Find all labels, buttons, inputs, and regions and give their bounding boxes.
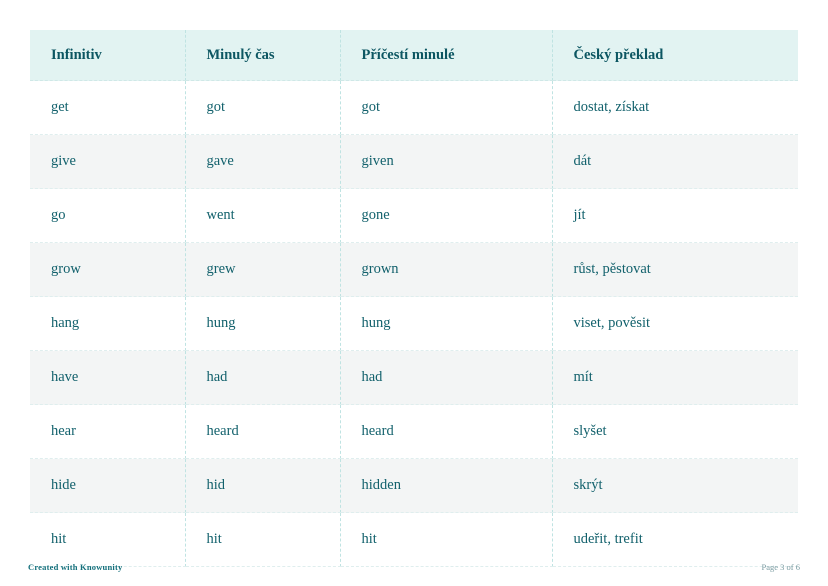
table-row bbox=[30, 297, 798, 351]
table-header-row bbox=[30, 30, 798, 81]
cell-past-simple: heard bbox=[185, 405, 340, 459]
cell-infinitive: give bbox=[30, 135, 185, 189]
cell-infinitive: hang bbox=[30, 297, 185, 351]
cell-past-participle: hung bbox=[340, 297, 552, 351]
column-header-past-participle: Příčestí minulé bbox=[340, 30, 552, 81]
column-header-past-simple: Minulý čas bbox=[185, 30, 340, 81]
cell-infinitive: go bbox=[30, 189, 185, 243]
cell-czech-translation: dostat, získat bbox=[552, 81, 798, 135]
cell-czech-translation: skrýt bbox=[552, 459, 798, 513]
cell-past-simple: had bbox=[185, 351, 340, 405]
table-row bbox=[30, 243, 798, 297]
cell-past-participle: gone bbox=[340, 189, 552, 243]
table-row bbox=[30, 459, 798, 513]
cell-past-simple: grew bbox=[185, 243, 340, 297]
cell-past-simple: got bbox=[185, 81, 340, 135]
cell-infinitive: grow bbox=[30, 243, 185, 297]
cell-past-participle: had bbox=[340, 351, 552, 405]
cell-past-simple: hid bbox=[185, 459, 340, 513]
cell-infinitive: hear bbox=[30, 405, 185, 459]
cell-czech-translation: viset, pověsit bbox=[552, 297, 798, 351]
footer-attribution: Created with Knowunity bbox=[28, 562, 123, 572]
cell-past-simple: gave bbox=[185, 135, 340, 189]
cell-past-simple: went bbox=[185, 189, 340, 243]
cell-past-simple: hung bbox=[185, 297, 340, 351]
cell-infinitive: hide bbox=[30, 459, 185, 513]
table-row bbox=[30, 81, 798, 135]
cell-infinitive: have bbox=[30, 351, 185, 405]
cell-past-participle: hit bbox=[340, 513, 552, 567]
irregular-verbs-table-container bbox=[30, 30, 798, 567]
table-body bbox=[30, 81, 798, 567]
column-header-infinitive: Infinitiv bbox=[30, 30, 185, 81]
cell-past-participle: got bbox=[340, 81, 552, 135]
cell-past-participle: given bbox=[340, 135, 552, 189]
table-row bbox=[30, 405, 798, 459]
cell-czech-translation: růst, pěstovat bbox=[552, 243, 798, 297]
table-row bbox=[30, 351, 798, 405]
table-header bbox=[30, 30, 798, 81]
table-row bbox=[30, 189, 798, 243]
cell-past-participle: grown bbox=[340, 243, 552, 297]
cell-infinitive: hit bbox=[30, 513, 185, 567]
cell-infinitive: get bbox=[30, 81, 185, 135]
cell-czech-translation: slyšet bbox=[552, 405, 798, 459]
cell-czech-translation: dát bbox=[552, 135, 798, 189]
irregular-verbs-table bbox=[30, 30, 798, 567]
table-row bbox=[30, 135, 798, 189]
column-header-czech-translation: Český překlad bbox=[552, 30, 798, 81]
cell-czech-translation: jít bbox=[552, 189, 798, 243]
cell-czech-translation: mít bbox=[552, 351, 798, 405]
cell-past-participle: heard bbox=[340, 405, 552, 459]
footer-page-number: Page 3 of 6 bbox=[761, 562, 800, 572]
cell-czech-translation: udeřit, trefit bbox=[552, 513, 798, 567]
cell-past-participle: hidden bbox=[340, 459, 552, 513]
cell-past-simple: hit bbox=[185, 513, 340, 567]
page-footer bbox=[0, 556, 828, 586]
